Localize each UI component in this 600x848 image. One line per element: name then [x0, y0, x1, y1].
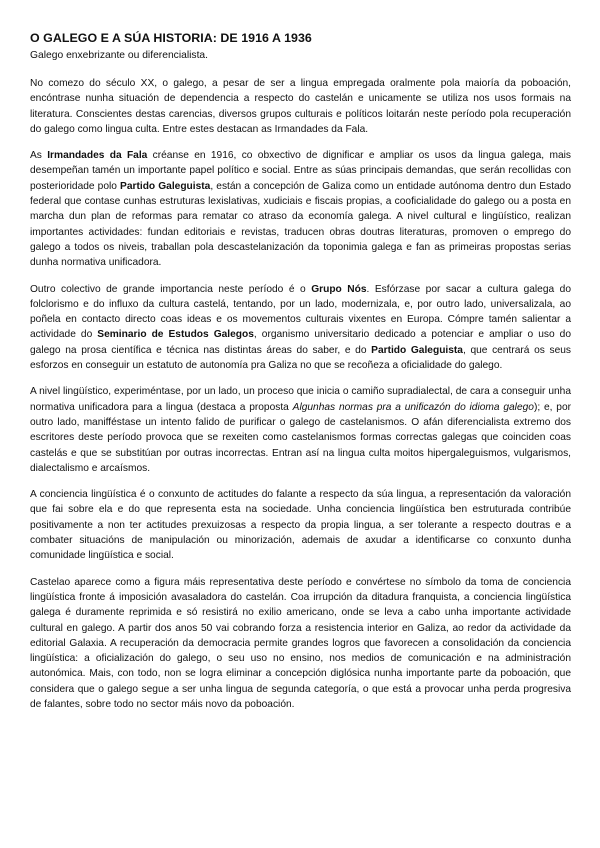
paragraph-nivel-linguistico	[30, 384, 571, 476]
term-seminario-estudos-galegos: Seminario de Estudos Galegos	[97, 329, 254, 341]
paragraph-intro-text: No comezo do século XX, o galego, a pesar de ser a lingua empregada oralmente pola maioría da poboación, encóntrase nunha situación de dependencia a respecto do castelán e unicamente se utiliza nos usos formais na literatura. Conscientes destas carencias, diversos grupos culturais e políticos loitarán neste período pola recuperación do galego como lingua culta. Entre estes destacan as Irmandades da Fala.	[30, 78, 571, 135]
term-irmandades-da-fala: Irmandades da Fala	[47, 150, 148, 162]
paragraph-grupo-nos	[30, 282, 571, 374]
term-partido-galeguista: Partido Galeguista	[120, 180, 211, 192]
p2-text-2: créanse en 1916, co obxectivo de dignificar e ampliar os usos da lingua galega, mais desempeñan tamén un importante papel político e social. Entre as súas principais demandas, que serán recollidas con posterioridade polo	[30, 150, 571, 192]
document-title: O GALEGO E A SÚA HISTORIA: DE 1916 A 1936	[30, 31, 312, 45]
document-subtitle: Galego enxebrizante ou diferencialista.	[30, 50, 209, 61]
paragraph-intro	[30, 76, 571, 137]
term-grupo-nos: Grupo Nós	[311, 283, 367, 295]
paragraph-castelao	[30, 575, 571, 713]
p4-text-1: A nivel lingüístico, experiméntase, por un lado, un proceso que inicia o camiño supradialectal, de cara a conseguir unha normativa unificadora para a lingua (destaca a proposta	[30, 386, 571, 413]
paragraph-conciencia-linguistica	[30, 487, 571, 563]
p3-text-2: . Esfórzase por sacar a cultura galega do folclorismo e do influxo da cultura castelá, tentando, por un lado, modernizala, e, por outro lado, universalizala, ao poñela en contacto directo coas ideas e os movementos culturais vixentes en Europa. Cómpre tamén salientar a actividade do	[30, 283, 571, 341]
p3-text-3: , organismo universitario dedicado a potenciar e ampliar o uso do galego na prosa científica e técnica nas distintas áreas do saber, e do	[30, 329, 571, 356]
p2-text-1: As	[30, 150, 48, 162]
work-title-algunhas-normas: Algunhas normas pra a unificazón do idioma galego	[292, 401, 534, 413]
p3-text-1: Outro colectivo de grande importancia neste período é o	[30, 283, 312, 295]
paragraph-irmandades	[30, 148, 571, 270]
paragraph-castelao-text: Castelao aparece como a figura máis representativa deste período e convértese no símbolo da toma de conciencia lingüística fronte á imposición avasaladora do castelán. Coa irrupción da ditadura franquista, a conciencia lingüística galega é duramente reprimida e só resistirá no exilio americano, onde se leva a cabo unha importante actividade cultural en galego. A partir dos anos 50 vai cobrando forza a resistencia interior en Galiza, ao redor da actividade da editorial Galaxia. A recuperación da democracia permite grandes logros que favorecen a consolidación da conciencia lingüística: a oficialización do galego, o seu uso no ensino, nos medios de comunicación e na administración autonómica. Mais, con todo, non se logra eliminar a concepción diglósica nunha importante parte da poboación, que considera que o galego segue a ser unha lingua de segunda categoría, o que está a provocar unha perda progresiva de falantes, sobre todo no sector máis novo da poboación.	[30, 576, 571, 710]
p2-text-3: , están a concepción de Galiza como un entidade autónoma dentro dun Estado federal que contase cunhas estruturas lexislativas, xudiciais e fiscais propias, a cooficialidade do galego ou a posta en marcha dun plan de reformas para rematar co atraso da economía galega. A nivel cultural e lingüístico, realizan importantes actividades: fundan editoriais e revistas, traducen obras doutras literaturas, promoven o emprego do galego a todos os niveis, traballan pola descastelanización da toponimia galega e fan as primeiras propostas serias dunha normativa unificadora.	[30, 180, 572, 269]
p3-text-4: , que centrará os seus esforzos en conseguir un estatuto de autonomía pra Galiza no que se recoñeza a oficialidade do galego.	[30, 344, 571, 372]
term-partido-galeguista-2: Partido Galeguista	[371, 344, 463, 356]
paragraph-conciencia-text: A conciencia lingüística é o conxunto de actitudes do falante a respecto da súa lingua, a representación da valoración que fai sobre ela e do que representa esta na sociedade. Unha conciencia lingüística ben estruturada contribúe positivamente a non ter actitudes prexuizosas a respecto da propia lingua, a ser tolerante a respecto doutras e a combater situacións de manipulación ou minorización, ademais de axudar a identificarse co conxunto dunha comunidade lingüística e social.	[30, 489, 571, 562]
p4-text-2: ); e, por outro lado, manifféstase un intento falido de purificar o galego de castelanismos. O afán diferencialista extremo dos escritores deste período provoca que se rexeiten como castelanismos formas correctas galegas que coinciden coas castelás e que se substitúan por outras incorrectas. Entran así na lingua culta moitos hipergaleguismos, vulgarismos, dialectalismo e arcaísmos.	[30, 401, 572, 474]
